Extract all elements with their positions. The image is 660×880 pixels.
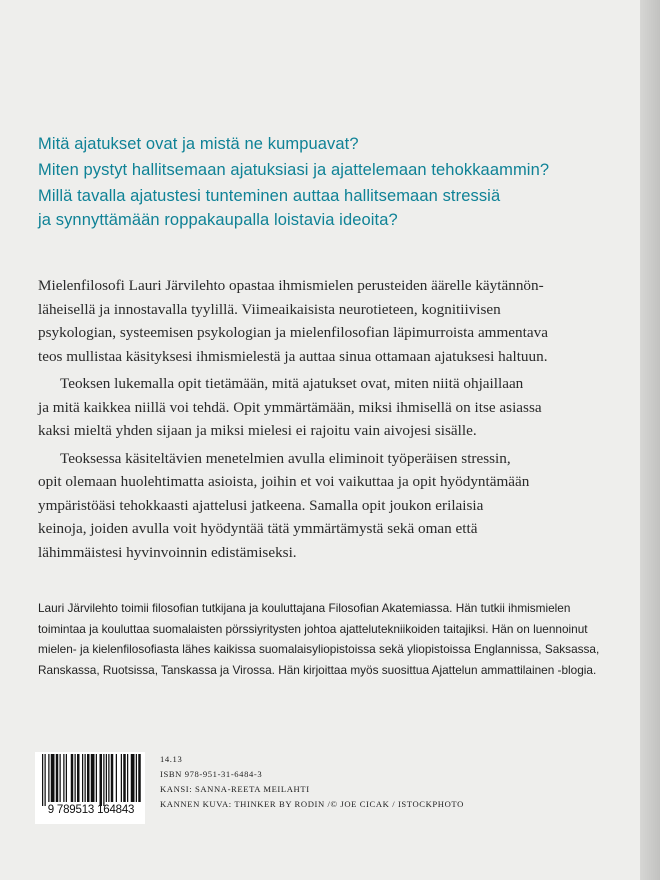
question-line: ja synnyttämään roppakaupalla loistavia ideoita?: [38, 211, 398, 229]
author-bio-line: toimintaa ja kouluttaa suomalaisten pörssiyritysten johtoa ajattelutekniikoiden taitajiksi. Hän on luennoinut: [38, 621, 588, 636]
question-line: Miten pystyt hallitsemaan ajatuksiasi ja ajattelemaan tehokkaammin?: [38, 161, 550, 179]
barcode-bar: [106, 754, 107, 802]
barcode-bar: [82, 754, 83, 802]
description-body: [38, 274, 616, 568]
paragraph-line: läheisellä ja innostavalla tyylillä. Viimeaikaisista neurotieteen, kognitiivisen: [38, 300, 501, 318]
barcode-bar: [131, 754, 135, 802]
question: [38, 158, 618, 182]
barcode-bar: [103, 754, 104, 806]
barcode-number: 9 789513 164843: [47, 804, 135, 816]
paragraph-line: keinoja, joiden avulla voit hyödyntää tätä ymmärtämystä sekä oman että: [38, 520, 478, 537]
cover-image-credit: KANNEN KUVA: THINKER BY RODIN /© JOE CICAK / ISTOCKPHOTO: [160, 799, 464, 809]
paragraph: [38, 274, 616, 368]
question-line: Millä tavalla ajatustesi tunteminen auttaa hallitsemaan stressiä: [38, 187, 501, 205]
barcode-bar: [87, 754, 90, 802]
question: [38, 184, 618, 232]
paragraph: [38, 447, 616, 565]
barcode-bar: [75, 754, 76, 802]
paragraph-line: Teoksen lukemalla opit tietämään, mitä ajatukset ovat, miten niitä ohjaillaan: [60, 375, 524, 392]
barcode-bar: [45, 754, 46, 806]
author-bio-line: mielen- ja kielenfilosofiasta lähes kaikissa suomalaisyliopistoissa sekä yliopistoissa Englannissa, Saksassa,: [38, 642, 600, 657]
barcode-bar: [42, 754, 43, 806]
paragraph-line: ympäristöäsi tehokkaasti ajattelusi jatkeena. Samalla opit joukon erilaisia: [38, 496, 484, 514]
barcode-bar: [111, 754, 114, 802]
paragraph-line: opit olemaan huolehtimatta asioista, joihin et voi vaikuttaa ja opit hyödyntämään: [38, 473, 530, 490]
paragraph-line: lähimmäistesi hyvinvoinnin edistämiseksi.: [38, 543, 297, 561]
barcode-bar: [48, 754, 49, 802]
barcode-bar: [60, 754, 61, 802]
paragraph-line: Teoksessa käsiteltävien menetelmien avulla eliminoit työperäisen stressin,: [60, 449, 511, 467]
paragraph-line: kaksi mieltä yhden sijaan ja miksi mielesi ei rajoitu vain aivojesi sisälle.: [38, 422, 477, 439]
barcode-bar: [123, 754, 126, 802]
question: [38, 132, 618, 156]
classification-code: 14.13: [160, 754, 183, 764]
barcode-bar: [136, 754, 137, 802]
barcode-bar: [100, 754, 103, 806]
barcode: [35, 752, 145, 824]
barcode-bar: [77, 754, 80, 802]
barcode-bar: [91, 754, 95, 802]
barcode-bar: [116, 754, 117, 802]
author-bio-line: Ranskassa, Ruotsissa, Tanskassa ja Virossa. Hän kirjoittaa myös suosittua Ajattelun ammattilainen -blogia.: [38, 662, 597, 677]
paragraph-line: Mielenfilosofi Lauri Järvilehto opastaa ihmismielen perusteiden äärelle käytännön-: [38, 277, 544, 294]
question-list: [38, 132, 618, 234]
paragraph-line: ja mitä kaikkea niillä voi tehdä. Opit ymmärtämään, miksi ihmisellä on itse asiassa: [38, 398, 542, 416]
barcode-bars: [39, 754, 141, 806]
barcode-bar: [96, 754, 97, 802]
author-bio-line: Lauri Järvilehto toimii filosofian tutkijana ja kouluttajana Filosofian Akatemiassa. Hän tutkii ihmismielen: [38, 601, 571, 615]
barcode-bar: [63, 754, 64, 802]
publication-credits: [160, 752, 464, 812]
paragraph-line: teos mullistaa käsityksesi ihmismielestä ja auttaa sinua ottamaan ajatuksesi haltuun.: [38, 347, 548, 365]
barcode-bar: [85, 754, 86, 802]
barcode-bar: [121, 754, 122, 802]
barcode-bar: [138, 754, 141, 802]
author-bio: [38, 598, 628, 680]
barcode-bar: [56, 754, 59, 802]
isbn: ISBN 978-951-31-6484-3: [160, 769, 263, 779]
barcode-bar: [66, 754, 67, 802]
barcode-bar: [71, 754, 74, 802]
barcode-bar: [127, 754, 128, 802]
barcode-bar: [51, 754, 55, 802]
paragraph-line: psykologian, systeemisen psykologian ja mielenfilosofian läpimurroista ammentava: [38, 324, 548, 341]
barcode-bar: [108, 754, 109, 802]
cover-design-credit: KANSI: SANNA-REETA MEILAHTI: [160, 784, 310, 794]
paragraph: [38, 372, 616, 443]
question-line: Mitä ajatukset ovat ja mistä ne kumpuavat?: [38, 135, 359, 153]
